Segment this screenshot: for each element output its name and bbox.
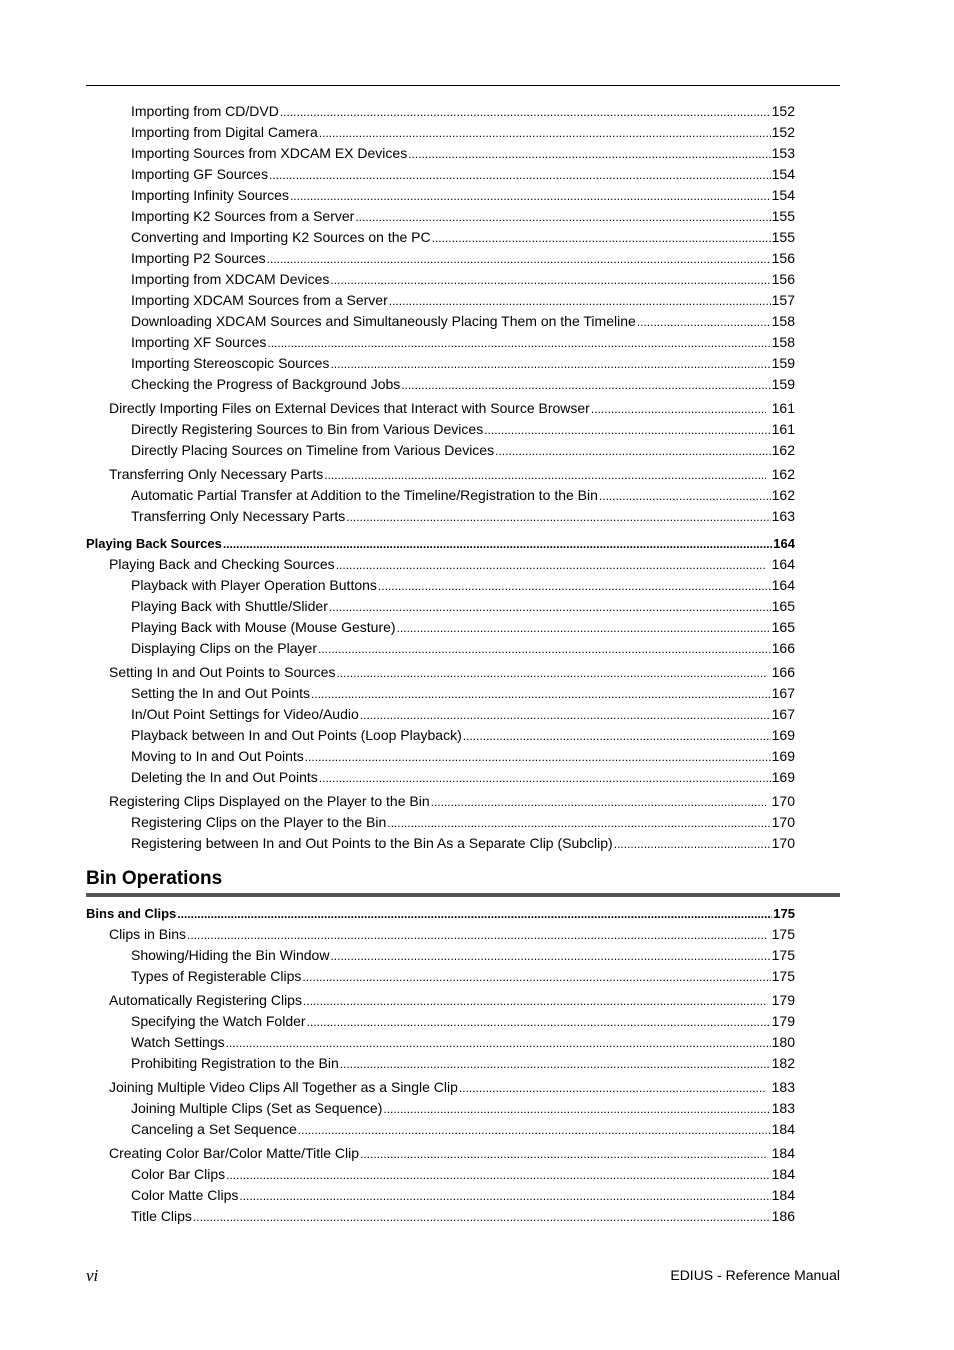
toc-entry [131, 311, 795, 332]
toc-dot-leader [324, 464, 766, 485]
toc-dot-leader [267, 332, 770, 353]
toc-entry-title: Displaying Clips on the Player [131, 640, 317, 656]
toc-dot-leader [360, 1143, 766, 1164]
toc-entry-title: Importing Stereoscopic Sources [131, 355, 330, 371]
toc-entry-title: Automatic Partial Transfer at Addition to the Timeline/Registration to the Bin [131, 487, 598, 503]
toc-entry-title: Importing P2 Sources [131, 250, 266, 266]
toc-entry-title: Specifying the Watch Folder [131, 1013, 306, 1029]
toc-dot-leader [330, 353, 770, 374]
toc-entry-title: Showing/Hiding the Bin Window [131, 947, 330, 963]
toc-dot-leader [226, 1032, 771, 1053]
toc-entry [131, 812, 795, 833]
toc-entry-page: 183 [771, 1100, 795, 1116]
toc-dot-leader [302, 966, 770, 987]
toc-dot-leader [307, 1011, 771, 1032]
toc-entry-page: 159 [771, 376, 795, 392]
toc-entry-title: Moving to In and Out Points [131, 748, 304, 764]
footer-page-number: vi [86, 1266, 99, 1285]
toc-entry [131, 1206, 795, 1227]
toc-dot-leader [318, 638, 771, 659]
toc-dot-leader [187, 924, 766, 945]
toc-dot-leader [459, 1077, 766, 1098]
toc-entry-page: 175 [771, 947, 795, 963]
toc-entry-page: 170 [771, 793, 795, 809]
toc-entry-page: 175 [771, 926, 795, 942]
toc-entry-title: Playing Back and Checking Sources [109, 556, 335, 572]
toc-entry [109, 791, 795, 812]
toc-dot-leader [177, 903, 772, 924]
section-rule [86, 893, 840, 897]
toc-entry-title: Importing from Digital Camera [131, 124, 318, 140]
toc-entry-page: 184 [771, 1187, 795, 1203]
toc-entry-page: 162 [771, 442, 795, 458]
toc-dot-leader [239, 1185, 770, 1206]
toc-entry-page: 152 [771, 124, 795, 140]
toc-entry [109, 1143, 795, 1164]
toc-entry-page: 157 [771, 292, 795, 308]
toc-entry [131, 101, 795, 122]
toc-entry-page: 161 [771, 421, 795, 437]
toc-dot-leader [614, 833, 771, 854]
toc-entry [109, 554, 795, 575]
toc-dot-leader [383, 1098, 770, 1119]
toc-entry-title: Transferring Only Necessary Parts [131, 508, 346, 524]
toc-entry-page: 179 [771, 992, 795, 1008]
toc-entry [109, 990, 795, 1011]
toc-dot-leader [319, 122, 771, 143]
toc-entry-title: Types of Registerable Clips [131, 968, 302, 984]
toc-entry-page: 154 [771, 166, 795, 182]
toc-dot-leader [336, 554, 766, 575]
toc-entry-page: 184 [771, 1166, 795, 1182]
toc-entry-page: 175 [771, 968, 795, 984]
toc-entry-title: Downloading XDCAM Sources and Simultaneously Placing Them on the Timeline [131, 313, 636, 329]
toc-entry-page: 179 [771, 1013, 795, 1029]
toc-entry-page: 183 [771, 1079, 795, 1095]
toc-entry [131, 206, 795, 227]
toc-dot-leader [408, 143, 770, 164]
toc-entry-title: Title Clips [131, 1208, 192, 1224]
toc-entry-title: Transferring Only Necessary Parts [109, 466, 324, 482]
toc-dot-leader [637, 311, 771, 332]
toc-entry-title: Setting In and Out Points to Sources [109, 664, 336, 680]
toc-entry-title: Checking the Progress of Background Jobs [131, 376, 401, 392]
toc-dot-leader [599, 485, 771, 506]
toc-entry-page: 163 [771, 508, 795, 524]
toc-entry-page: 161 [771, 400, 795, 416]
toc-entry [109, 464, 795, 485]
toc-entry [131, 617, 795, 638]
toc-entry-title: Setting the In and Out Points [131, 685, 311, 701]
toc-entry [131, 596, 795, 617]
toc-entry [131, 767, 795, 788]
toc-entry-title: Playing Back Sources [86, 536, 222, 551]
toc-entry [131, 227, 795, 248]
toc-dot-leader [591, 398, 766, 419]
toc-entry-page: 154 [771, 187, 795, 203]
toc-entry [86, 903, 795, 924]
toc-entry-page: 182 [771, 1055, 795, 1071]
toc-dot-leader [431, 791, 766, 812]
toc-entry-page: 164 [771, 556, 795, 572]
toc-dot-leader [298, 1119, 771, 1140]
toc-dot-leader [401, 374, 770, 395]
toc-entry [131, 704, 795, 725]
toc-entry-page: 167 [771, 685, 795, 701]
toc-entry-page: 156 [771, 250, 795, 266]
toc-dot-leader [387, 812, 770, 833]
toc-part-1 [0, 101, 954, 854]
toc-entry [131, 248, 795, 269]
toc-entry-title: Deleting the In and Out Points [131, 769, 318, 785]
toc-entry-page: 152 [771, 103, 795, 119]
toc-entry-page: 169 [771, 748, 795, 764]
toc-entry-page: 159 [771, 355, 795, 371]
toc-entry [131, 440, 795, 461]
toc-entry-page: 165 [771, 619, 795, 635]
toc-dot-leader [495, 440, 771, 461]
toc-entry-title: Playing Back with Mouse (Mouse Gesture) [131, 619, 396, 635]
toc-entry [131, 575, 795, 596]
toc-entry-title: Automatically Registering Clips [109, 992, 302, 1008]
toc-entry [131, 143, 795, 164]
toc-entry-page: 180 [771, 1034, 795, 1050]
toc-entry-title: Registering Clips Displayed on the Player to the Bin [109, 793, 430, 809]
toc-entry [131, 1011, 795, 1032]
toc-entry-page: 170 [771, 835, 795, 851]
toc-entry-title: Importing K2 Sources from a Server [131, 208, 355, 224]
toc-dot-leader [305, 746, 771, 767]
toc-dot-leader [397, 617, 771, 638]
toc-entry-title: Directly Placing Sources on Timeline from Various Devices [131, 442, 495, 458]
toc-entry [131, 164, 795, 185]
toc-dot-leader [336, 662, 766, 683]
toc-dot-leader [346, 506, 770, 527]
toc-entry-title: Prohibiting Registration to the Bin [131, 1055, 339, 1071]
toc-entry [131, 833, 795, 854]
toc-entry [131, 506, 795, 527]
toc-entry [131, 485, 795, 506]
toc-entry-title: Importing from CD/DVD [131, 103, 279, 119]
toc-dot-leader [463, 725, 771, 746]
toc-entry [131, 1053, 795, 1074]
toc-entry-page: 155 [771, 208, 795, 224]
toc-entry [131, 945, 795, 966]
toc-entry-title: Registering Clips on the Player to the Bin [131, 814, 387, 830]
toc-dot-leader [340, 1053, 771, 1074]
toc-entry-page: 186 [771, 1208, 795, 1224]
toc-entry-title: Joining Multiple Clips (Set as Sequence) [131, 1100, 383, 1116]
toc-dot-leader [226, 1164, 771, 1185]
toc-entry [131, 1185, 795, 1206]
toc-dot-leader [290, 185, 771, 206]
toc-entry-page: 158 [771, 334, 795, 350]
toc-dot-leader [355, 206, 770, 227]
toc-entry-page: 155 [771, 229, 795, 245]
toc-entry [131, 725, 795, 746]
toc-entry [131, 683, 795, 704]
toc-entry-title: Importing Infinity Sources [131, 187, 289, 203]
toc-dot-leader [267, 248, 771, 269]
toc-entry-title: Importing from XDCAM Devices [131, 271, 330, 287]
toc-entry-page: 169 [771, 727, 795, 743]
toc-dot-leader [389, 290, 771, 311]
toc-entry-page: 153 [771, 145, 795, 161]
toc-entry-title: Playback between In and Out Points (Loop Playback) [131, 727, 462, 743]
toc-dot-leader [329, 596, 771, 617]
toc-dot-leader [193, 1206, 771, 1227]
toc-entry [131, 122, 795, 143]
toc-entry-title: Registering between In and Out Points to the Bin As a Separate Clip (Subclip) [131, 835, 613, 851]
toc-entry-title: Converting and Importing K2 Sources on the PC [131, 229, 431, 245]
toc-entry [86, 533, 795, 554]
toc-entry [109, 662, 795, 683]
toc-entry-title: Color Bar Clips [131, 1166, 226, 1182]
toc-dot-leader [303, 990, 766, 1011]
toc-entry-title: Color Matte Clips [131, 1187, 239, 1203]
toc-entry-page: 166 [771, 640, 795, 656]
toc-entry-page: 166 [771, 664, 795, 680]
toc-entry-title: Bins and Clips [86, 906, 177, 921]
toc-entry-page: 164 [771, 577, 795, 593]
toc-entry [109, 924, 795, 945]
toc-dot-leader [280, 101, 771, 122]
toc-entry [131, 1098, 795, 1119]
toc-entry [109, 1077, 795, 1098]
toc-entry-page: 169 [771, 769, 795, 785]
toc-entry [131, 638, 795, 659]
toc-entry-page: 162 [771, 487, 795, 503]
toc-entry-title: Joining Multiple Video Clips All Together as a Single Clip [109, 1079, 458, 1095]
footer-manual-title: EDIUS - Reference Manual [670, 1267, 840, 1283]
toc-entry [131, 1032, 795, 1053]
toc-entry-title: Importing XDCAM Sources from a Server [131, 292, 388, 308]
toc-entry-page: 162 [771, 466, 795, 482]
toc-entry-title: Importing XF Sources [131, 334, 267, 350]
toc-entry-page: 165 [771, 598, 795, 614]
toc-entry-title: Playing Back with Shuttle/Slider [131, 598, 328, 614]
toc-entry-title: Creating Color Bar/Color Matte/Title Clip [109, 1145, 360, 1161]
toc-dot-leader [330, 269, 770, 290]
toc-entry-page: 170 [771, 814, 795, 830]
toc-entry [131, 419, 795, 440]
toc-entry [131, 269, 795, 290]
toc-entry-page: 164 [773, 536, 795, 551]
toc-dot-leader [378, 575, 771, 596]
toc-entry-title: Watch Settings [131, 1034, 225, 1050]
toc-entry [131, 1164, 795, 1185]
toc-entry-title: Directly Registering Sources to Bin from Various Devices [131, 421, 484, 437]
toc-entry [131, 746, 795, 767]
toc-entry [131, 374, 795, 395]
toc-entry-page: 167 [771, 706, 795, 722]
toc-entry-title: Directly Importing Files on External Devices that Interact with Source Browser [109, 400, 590, 416]
toc-entry-page: 156 [771, 271, 795, 287]
toc-entry [131, 966, 795, 987]
toc-dot-leader [311, 683, 771, 704]
toc-entry-page: 184 [771, 1121, 795, 1137]
toc-dot-leader [360, 704, 771, 725]
toc-entry [109, 398, 795, 419]
toc-entry [131, 1119, 795, 1140]
toc-entry-title: Clips in Bins [109, 926, 187, 942]
toc-dot-leader [484, 419, 770, 440]
toc-entry [131, 353, 795, 374]
header-rule [86, 85, 840, 86]
toc-dot-leader [319, 767, 771, 788]
toc-entry-title: Playback with Player Operation Buttons [131, 577, 377, 593]
toc-dot-leader [269, 164, 771, 185]
toc-entry [131, 185, 795, 206]
toc-dot-leader [330, 945, 770, 966]
toc-entry-title: Importing Sources from XDCAM EX Devices [131, 145, 408, 161]
section-heading: Bin Operations [86, 868, 223, 889]
toc-entry [131, 290, 795, 311]
toc-dot-leader [223, 533, 772, 554]
toc-entry-title: Importing GF Sources [131, 166, 268, 182]
toc-entry [131, 332, 795, 353]
toc-entry-title: Canceling a Set Sequence [131, 1121, 297, 1137]
toc-dot-leader [432, 227, 771, 248]
toc-entry-page: 158 [771, 313, 795, 329]
toc-part-2 [0, 903, 954, 1227]
toc-entry-page: 184 [771, 1145, 795, 1161]
toc-entry-title: In/Out Point Settings for Video/Audio [131, 706, 359, 722]
toc-entry-page: 175 [773, 906, 795, 921]
